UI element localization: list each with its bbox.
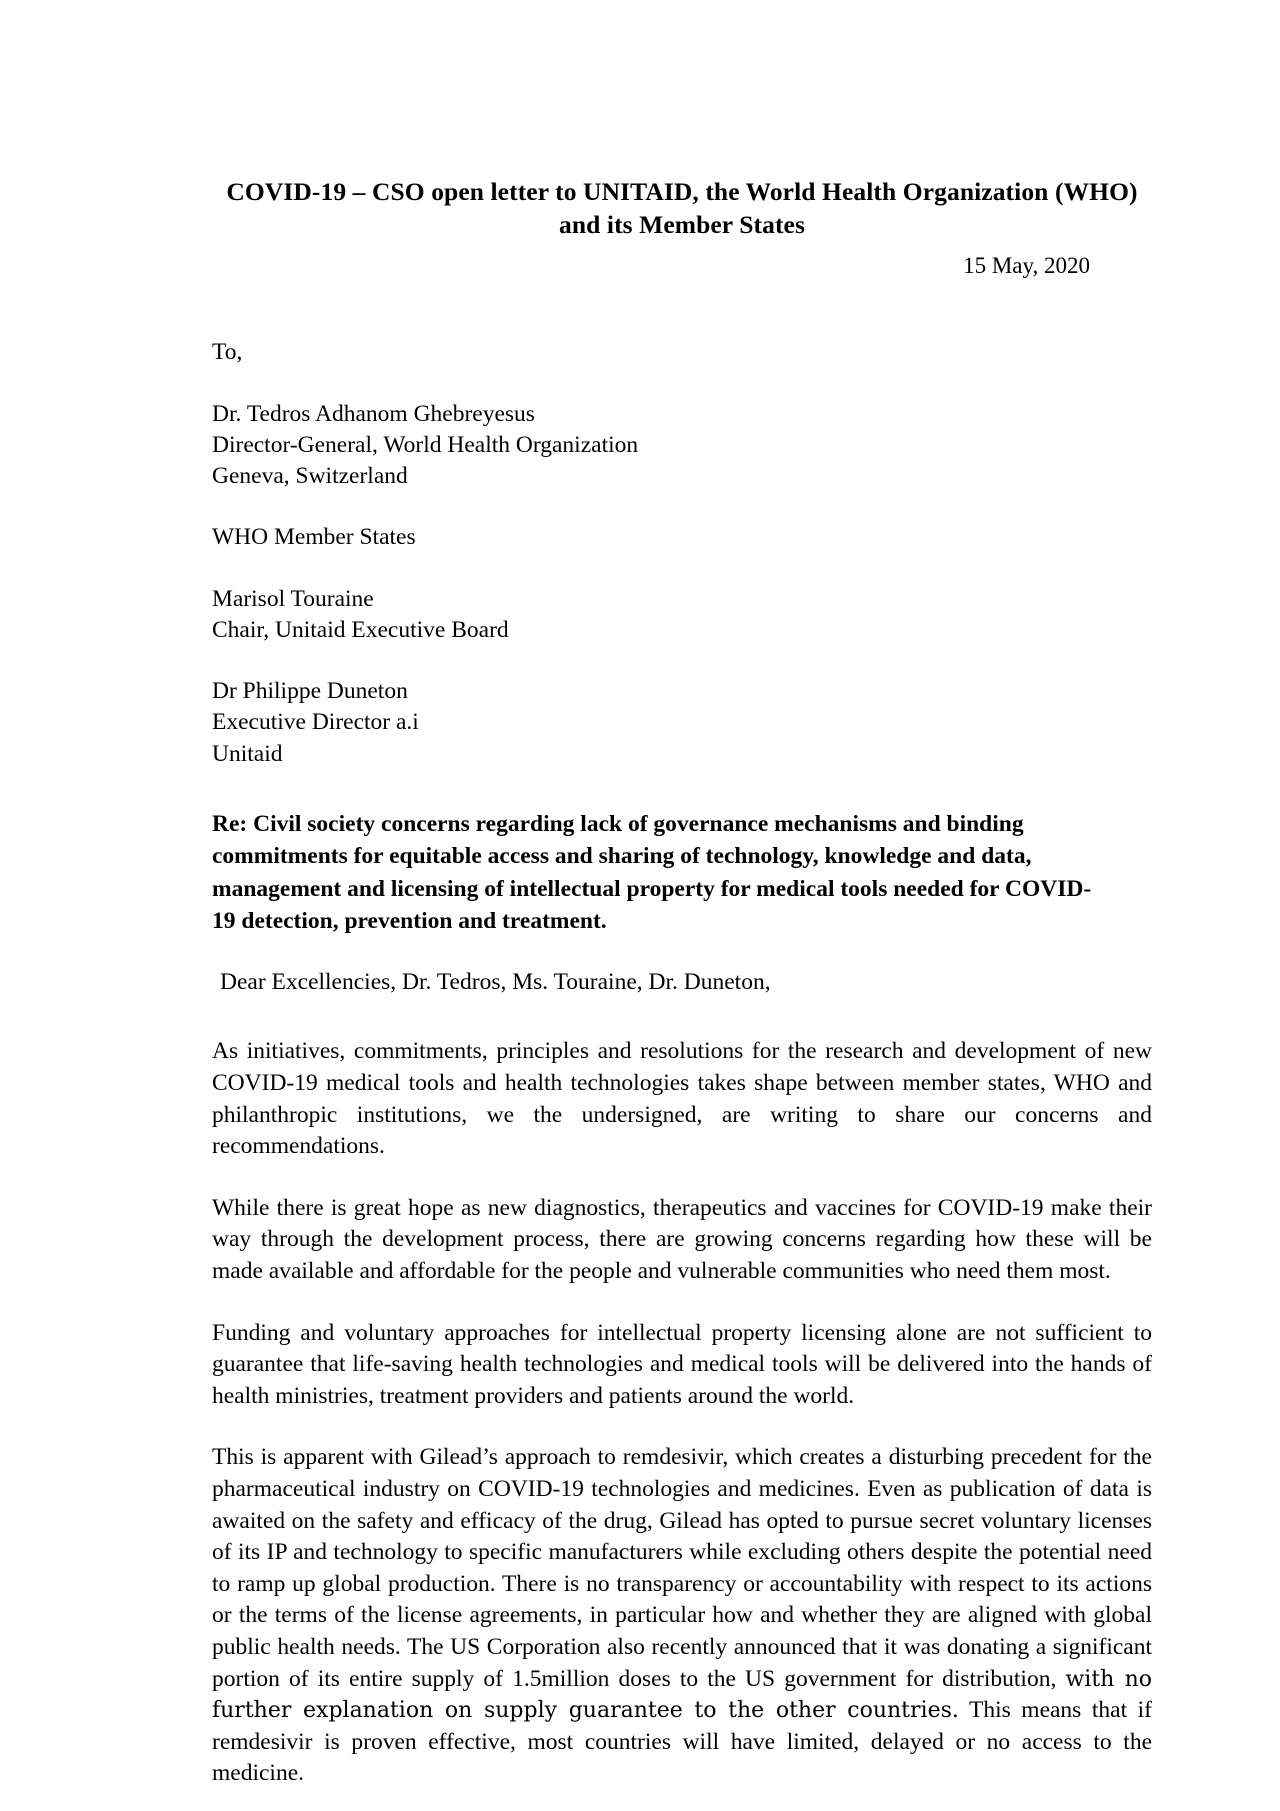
recipient-line: Geneva, Switzerland [212,463,408,489]
recipient-line: WHO Member States [212,524,416,551]
document-body [212,176,1152,1790]
recipient-line: Marisol Touraine [212,585,374,612]
recipient-line: Unitaid [212,740,283,767]
paragraph-emphasis: with no further explanation on supply guarantee to the other countries. [212,1666,1152,1724]
recipient-block-4 [212,676,1152,770]
recipient-line: Dr Philippe Duneton [212,678,408,704]
recipient-line: Dr. Tedros Adhanom Ghebreyesus [212,400,535,427]
recipient-block-2 [212,522,1152,553]
paragraph: As initiatives, commitments, principles and resolutions for the research and development of new COVID-19 medical tools and health technologies takes shape between member states, WHO and philanthropic institutions, we the undersigned, are writing to share our concerns and recommendations. [212,1038,1152,1160]
document-date: 15 May, 2020 [963,253,1090,279]
salutation: Dear Excellencies, Dr. Tedros, Ms. Touraine, Dr. Duneton, [220,969,771,996]
paragraph-part: This means that if remdesivir is proven effective, most countries will have limited, delayed or no access to the medicine. [212,1697,1152,1787]
paragraph: Funding and voluntary approaches for intellectual property licensing alone are not sufficient to guarantee that life-saving health technologies and medical tools will be delivered into the hands of health ministries, treatment providers and patients around the world. [212,1319,1152,1409]
recipient-line: Director-General, World Health Organization [212,431,639,458]
to-label: To, [212,339,243,366]
recipient-line: Executive Director a.i [212,709,419,736]
paragraph-remdesivir [212,1442,1152,1790]
paragraph: While there is great hope as new diagnostics, therapeutics and vaccines for COVID-19 make their way through the development process, there are growing concerns regarding how these will be made available and affordable for the people and vulnerable communities who need them most. [212,1194,1152,1284]
recipient-line: Chair, Unitaid Executive Board [212,616,509,643]
page-title: COVID-19 – CSO open letter to UNITAID, the World Health Organization (WHO) and its Member States [226,177,1138,239]
subject-line: Re: Civil society concerns regarding lack of governance mechanisms and binding commitments for equitable access and sharing of technology, knowledge and data, management and licensing of intellectual property for medical tools needed for COVID-19 detection, prevention and treatment. [212,810,1092,935]
recipient-block-3 [212,584,1152,647]
paragraph-part: This is apparent with Gilead’s approach to remdesivir, which creates a disturbing precedent for the pharmaceutical industry on COVID-19 technologies and medicines. Even as publication of data is awaited on the safety and efficacy of the drug, Gilead has opted to pursue secret voluntary licenses of its IP and technology to specific manufacturers while excluding others despite the potential need to ramp up global production. There is no transparency or accountability with respect to its actions or the terms of the license agreements, in particular how and whether they are aligned with global public health needs. The US Corporation also recently announced that it was donating a significant portion of its entire supply of 1.5million doses to the US government for distribution, [212,1444,1152,1692]
recipient-block-1 [212,399,1152,493]
